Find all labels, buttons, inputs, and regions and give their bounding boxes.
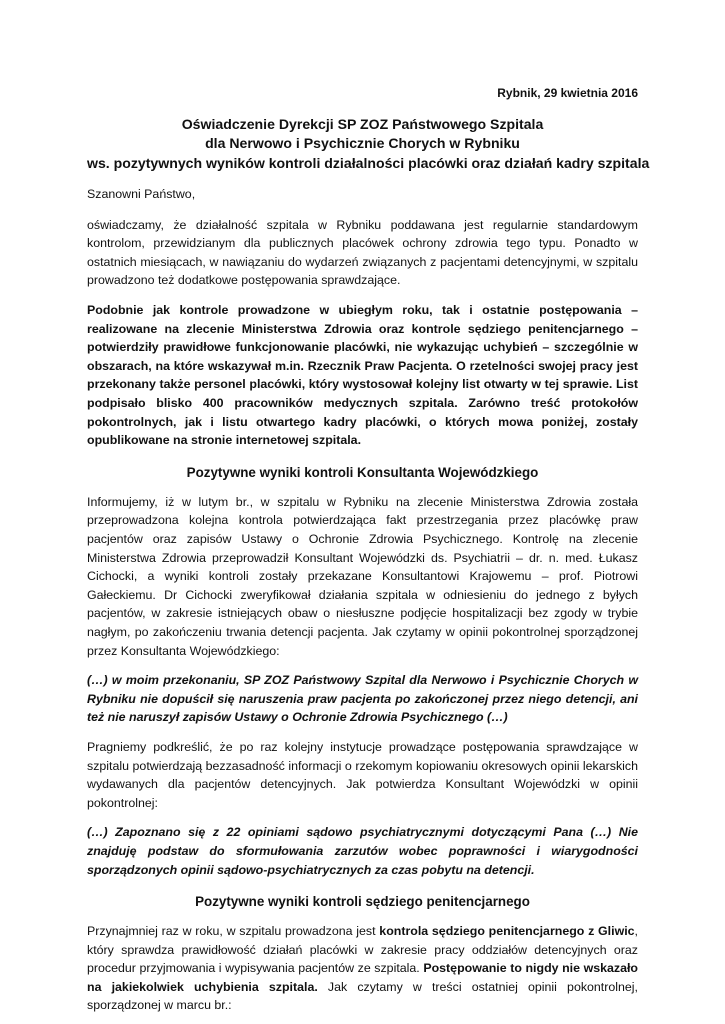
consultant-quote-1: (…) w moim przekonaniu, SP ZOZ Państwowy Szpital dla Nerwowo i Psychicznie Chorych w Rybniku nie dopuścił się naruszenia praw pacjenta po zakończonej przez niego detencji, ani też nie naruszył zapisów Ustawy o Ochronie Zdrowia Psychicznego (…) (87, 673, 638, 725)
judge-text-c: , który sprawdza prawidłowość działań placówki w zakresie pracy oddziałów detencyjnych oraz procedur przyjmowania i wypisywania pacjentów ze szpitala. (87, 924, 638, 976)
judge-text-d: Postępowanie to nigdy nie wskazało na jakiekolwiek uchybienia szpitala. (87, 961, 638, 994)
judge-text-b: kontrola sędziego penitencjarnego z Gliwic (379, 924, 635, 939)
section-heading-consultant: Pozytywne wyniki kontroli Konsultanta Wojewódzkiego (186, 464, 539, 480)
judge-text-a: Przynajmniej raz w roku, w szpitalu prowadzona jest (87, 924, 380, 939)
title-line-1: Oświadczenie Dyrekcji SP ZOZ Państwowego Szpitala (181, 115, 544, 132)
consultant-paragraph: Informujemy, iż w lutym br., w szpitalu w Rybniku na zlecenie Ministerstwa Zdrowia została przeprowadzona kolejna kontrola potwierdzająca fakt przestrzegania przez placówkę praw pacjentów oraz zapisów Ustawy o Ochronie Zdrowia Psychicznego. Kontrolę na zlecenie Ministerstwa Zdrowia przeprowadził Konsultant Wojewódzki ds. Psychiatrii – dr. n. med. Łukasz Cichocki, a wyniki kontroli zostały przekazane Konsultantowi Krajowemu – prof. Piotrowi Gałeckiemu. Dr Cichocki zweryfikował działania szpitala w odniesieniu do jednego z byłych pacjentów, w zakresie istniejących obaw o niesłuszne podjęcie hospitalizacji bez zgody w trybie nagłym, po zakończeniu trwania detencji pacjenta. Jak czytamy w opinii pokontrolnej sporządzonej przez Konsultanta Wojewódzkiego: (87, 494, 638, 658)
judge-paragraph (87, 922, 638, 1015)
consultant-quote-2: (…) Zapoznano się z 22 opiniami sądowo psychiatrycznymi dotyczącymi Pana (…) Nie znajduję podstaw do sformułowania zarzutów wobec poprawności i wiarygodności sporządzonych opinii sądowo-psychiatrycznych za czas pobytu na detencji. (87, 825, 638, 877)
greeting: Szanowni Państwo, (87, 187, 196, 202)
title-line-2: dla Nerwowo i Psychicznie Chorych w Rybniku (205, 135, 520, 152)
judge-text-e: Jak czytamy w treści ostatniej opinii pokontrolnej, sporządzonej w marcu br.: (87, 979, 638, 1013)
intro-paragraph: oświadczamy, że działalność szpitala w Rybniku poddawana jest regularnie standardowym kontrolom, przewidzianym dla publicznych placówek ochrony zdrowia tego typu. Ponadto w ostatnich miesiącach, w nawiązaniu do wydarzeń związanych z pacjentami detencyjnymi, w szpitalu prowadzono też dodatkowe postępowania sprawdzające. (87, 217, 638, 288)
document-title (87, 115, 650, 174)
section-heading-judge: Pozytywne wyniki kontroli sędziego penitencjarnego (195, 894, 530, 910)
consultant-paragraph-2: Pragniemy podkreślić, że po raz kolejny instytucje prowadzące postępowania sprawdzające w szpitalu potwierdzają bezzasadność informacji o rzekomym kopiowaniu okresowych opinii lekarskich wydawanych dla pacjentów detencyjnych. Jak potwierdza Konsultant Wojewódzki w opinii pokontrolnej: (87, 739, 638, 810)
summary-paragraph: Podobnie jak kontrole prowadzone w ubiegłym roku, tak i ostatnie postępowania – realizowane na zlecenie Ministerstwa Zdrowia oraz kontrole sędziego penitencjarnego – potwierdziły prawidłowe funkcjonowanie placówki, nie wykazując uchybień – szczególnie w obszarach, na które wskazywał m.in. Rzecznik Praw Pacjenta. O rzetelności swojej pracy jest przekonany także personel placówki, który wystosował kolejny list otwarty w tej sprawie. List podpisało blisko 400 pracowników medycznych szpitala. Zarówno treść protokołów pokontrolnych, jak i listu otwartego kadry placówki, o których mowa poniżej, zostały opublikowane na stronie internetowej szpitala. (87, 303, 638, 448)
document-date: Rybnik, 29 kwietnia 2016 (497, 86, 638, 100)
title-line-3: ws. pozytywnych wyników kontroli działalności placówki oraz działań kadry szpitala (87, 154, 650, 171)
